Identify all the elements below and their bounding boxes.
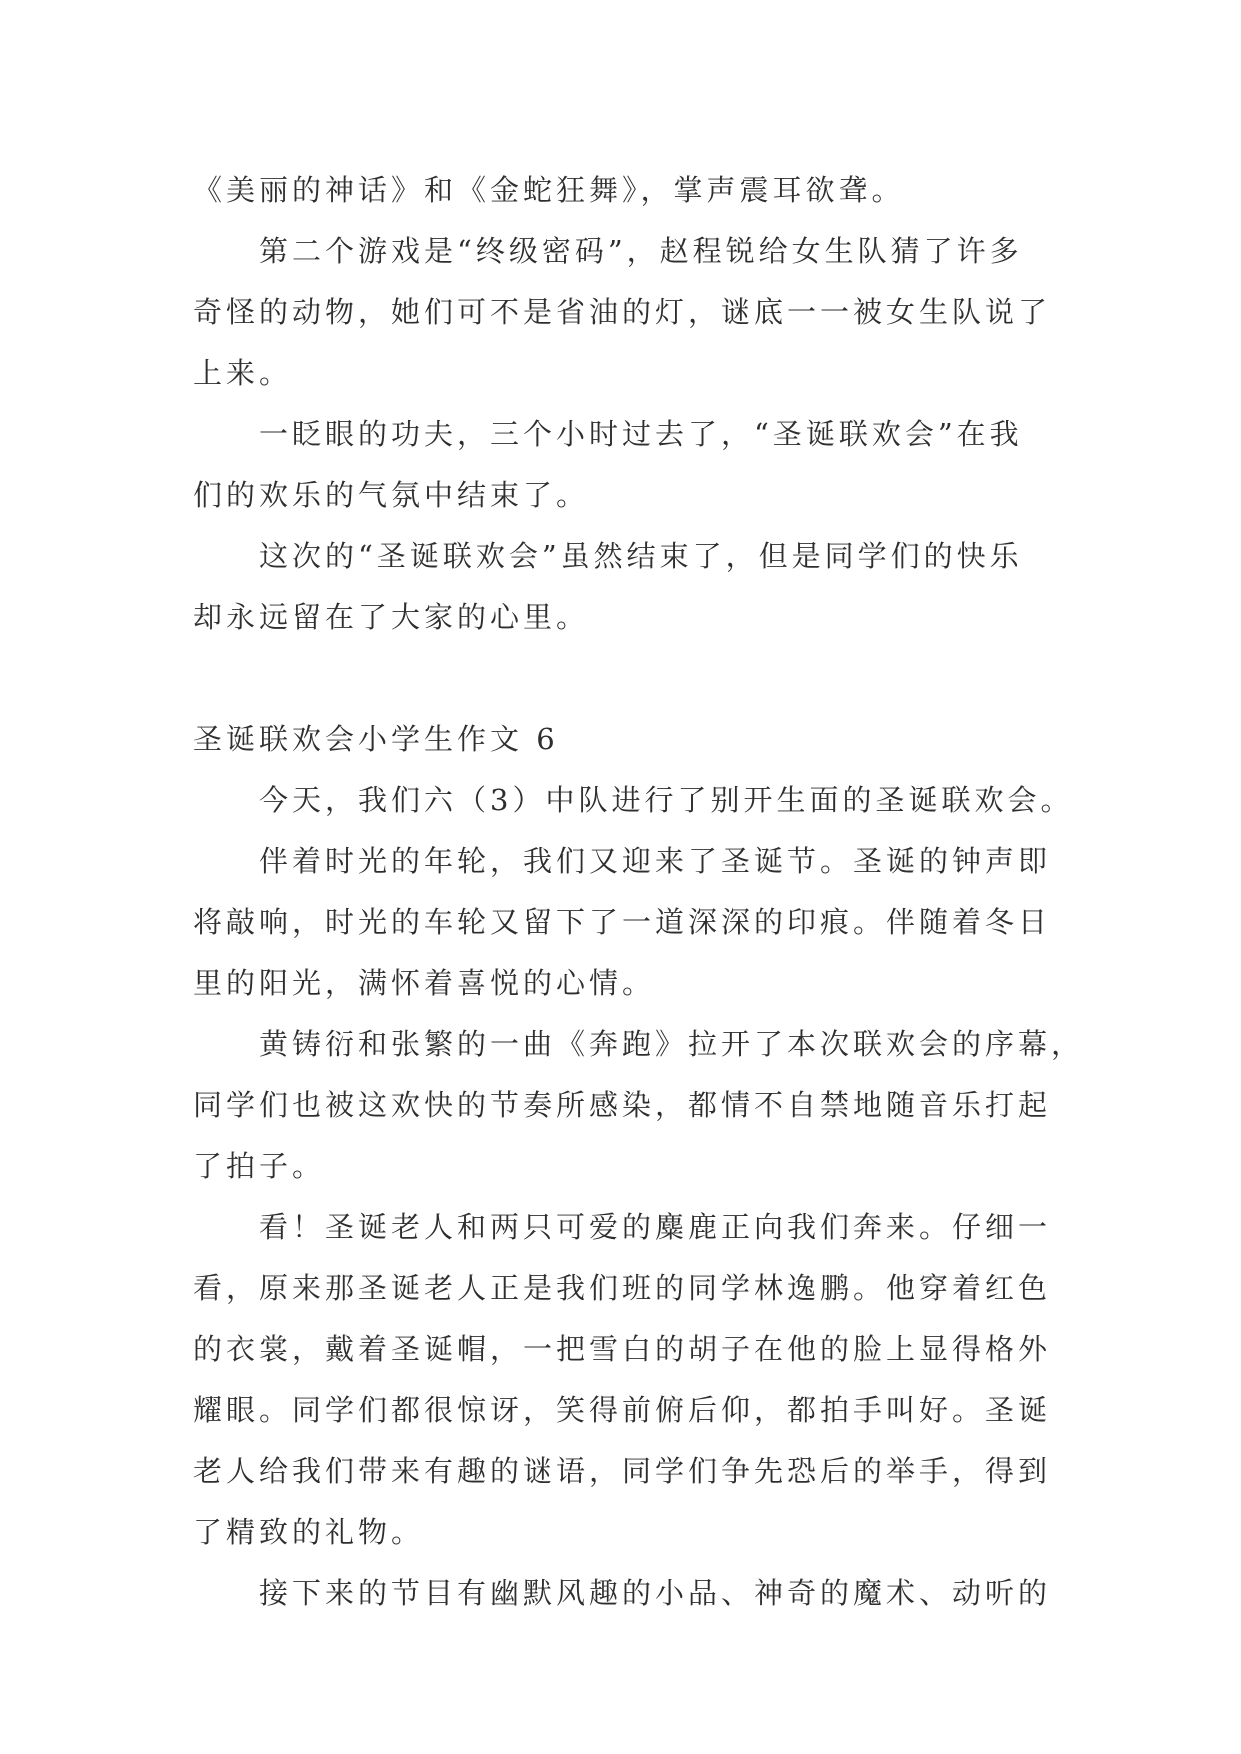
paragraph-start-line: 伴着时光的年轮，我们又迎来了圣诞节。圣诞的钟声即 [259,844,1052,878]
paragraph-start-line: 接下来的节目有幽默风趣的小品、神奇的魔术、动听的 [259,1576,1052,1610]
text-line: 耀眼。同学们都很惊讶，笑得前俯后仰，都拍手叫好。圣诞 [193,1393,1052,1427]
paragraph-start-line: 一眨眼的功夫，三个小时过去了，“圣诞联欢会”在我 [259,417,1023,451]
text-line: 上来。 [193,356,293,390]
paragraph-start-line: 黄铸衍和张繁的一曲《奔跑》拉开了本次联欢会的序幕， [259,1027,1085,1061]
paragraph-start-line: 今天，我们六（3）中队进行了别开生面的圣诞联欢会。 [259,783,1074,817]
text-line: 同学们也被这欢快的节奏所感染，都情不自禁地随音乐打起 [193,1088,1052,1122]
document-body [193,160,1085,1624]
text-line: 里的阳光，满怀着喜悦的心情。 [193,966,656,1000]
text-line: 老人给我们带来有趣的谜语，同学们争先恐后的举手，得到 [193,1454,1052,1488]
paragraph-start-line: 看！圣诞老人和两只可爱的麋鹿正向我们奔来。仔细一 [259,1210,1052,1244]
text-line: 看，原来那圣诞老人正是我们班的同学林逸鹏。他穿着红色 [193,1271,1052,1305]
paragraph-start-line: 第二个游戏是“终级密码”，赵程锐给女生队猜了许多 [259,234,1023,268]
text-line: 的衣裳，戴着圣诞帽，一把雪白的胡子在他的脸上显得格外 [193,1332,1052,1366]
text-line: 奇怪的动物，她们可不是省油的灯，谜底一一被女生队说了 [193,295,1052,329]
text-line: 将敲响，时光的车轮又留下了一道深深的印痕。伴随着冬日 [193,905,1052,939]
paragraph-start-line: 这次的“圣诞联欢会”虽然结束了，但是同学们的快乐 [259,539,1023,573]
text-line: 了精致的礼物。 [193,1515,425,1549]
text-line: 了拍子。 [193,1149,326,1183]
text-line: 《美丽的神话》和《金蛇狂舞》，掌声震耳欲聋。 [193,173,905,207]
text-line: 们的欢乐的气氛中结束了。 [193,478,590,512]
essay-title: 圣诞联欢会小学生作文 6 [193,722,559,756]
section-spacer [193,648,1061,709]
text-line: 却永远留在了大家的心里。 [193,600,590,634]
